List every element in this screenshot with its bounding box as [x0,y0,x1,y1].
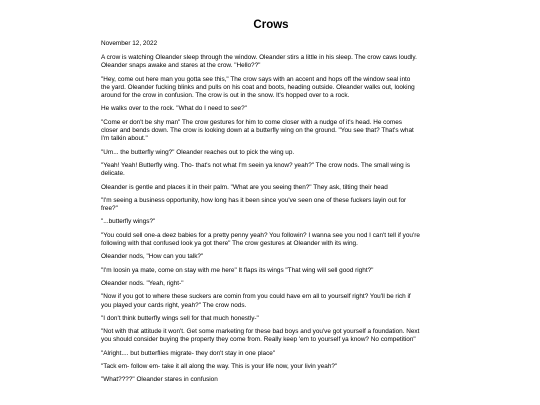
paragraph [101,315,441,323]
paragraph [101,253,441,261]
paragraph-line: you should consider buying the property they come from. Really keep 'em to yourself ya know? No competition" [101,336,416,344]
paragraph [101,328,441,345]
paragraph-line: "What????" Oleander stares in confusion [101,376,218,384]
paragraph [101,105,441,113]
paragraph [101,184,441,192]
paragraph-line: "Come er don't be shy man" The crow gestures for him to come closer with a nudge of it's head. He comes [101,118,402,126]
paragraph-line: "Alright.... but butterflies migrate- they don't stay in one place" [101,349,276,357]
paragraph-line: Oleander snaps awake and stares at the crow. "Hello??" [101,62,261,70]
paragraph-line: the yard. Oleander fucking blinks and pulls on his coat and boots, heading outside. Oleander walks out, looking [101,83,415,91]
paragraph [101,232,441,249]
paragraph-line: "Now if you got to where these suckers are comin from you could have em all to yourself right? You'll be rich if [101,293,411,301]
paragraph-line: "I'm seeing a business opportunity, how long has it been since you've seen one of these fuckers layin out for [101,196,407,204]
paragraph-line: around for the crow in confusion. The crow is out in the snow. It's hopped over to a rock. [101,92,350,100]
paragraph-line: I'm talkin about." [101,135,148,143]
paragraph [101,119,441,144]
paragraph [101,54,441,71]
paragraph-line: following with that confused look ya got there" The crow gestures at Oleander with its wing. [101,240,358,248]
paragraph-line: "I'm loosin ya mate, come on stay with me here" It flaps its wings "That wing will sell good right?" [101,266,374,274]
paragraph [101,363,441,371]
document-body [101,54,441,385]
paragraph [101,218,441,226]
paragraph-line: closer and bends down. The crow is looking down at a butterfly wing on the ground. "You see that? That's what [101,127,414,135]
paragraph [101,293,441,310]
paragraph [101,162,441,179]
paragraph-line: Oleander nods, "How can you talk?" [101,253,204,261]
paragraph-line: "I don't think butterfly wings sell for that much honestly-" [101,314,259,322]
paragraph-line: delicate. [101,170,125,178]
paragraph-line: Oleander nods. "Yeah, right-" [101,279,184,287]
paragraph [101,280,441,288]
paragraph-line: "Tack em- follow em- take it all along the way. This is your life now, your livin yeah?" [101,363,338,371]
paragraph [101,76,441,101]
paragraph-line: "Hey, come out here man you gotta see this," The crow says with an accent and hops off the window seal into [101,75,411,83]
paragraph-line: "Not with that attitude it won't. Get some marketing for these bad boys and you've got yourself a foundation. Next [101,328,420,336]
paragraph-line: you played your cards right, yeah?" The crow nods. [101,301,247,309]
paragraph [101,267,441,275]
paragraph [101,197,441,214]
document-date: November 12, 2022 [101,40,158,47]
paragraph [101,376,441,384]
paragraph-line: Oleander is gentle and places it in their palm. "What are you seeing then?" They ask, tilting their head [101,183,388,191]
paragraph [101,350,441,358]
paragraph-line: He walks over to the rock. "What do I need to see?" [101,105,247,113]
paragraph-line: free?" [101,205,118,213]
paragraph-line: A crow is watching Oleander sleep through the window. Oleander stirs a little in his sleep. The crow caws loudly. [101,54,417,61]
document-title: Crows [253,19,289,31]
paragraph-line: "Um... the butterfly wing?" Oleander reaches out to pick the wing up. [101,148,295,156]
paragraph-line: "Yeah! Yeah! Butterfly wing. Tho- that's not what I'm seein ya know? yeah?" The crow nods. The small wing is [101,161,411,169]
paragraph-line: "You could sell one-a deez babies for a pretty penny yeah? You followin? I wanna see you nod I can't tell if you're [101,231,420,239]
paragraph [101,149,441,157]
paragraph-line: "...butterfly wings?" [101,218,156,226]
